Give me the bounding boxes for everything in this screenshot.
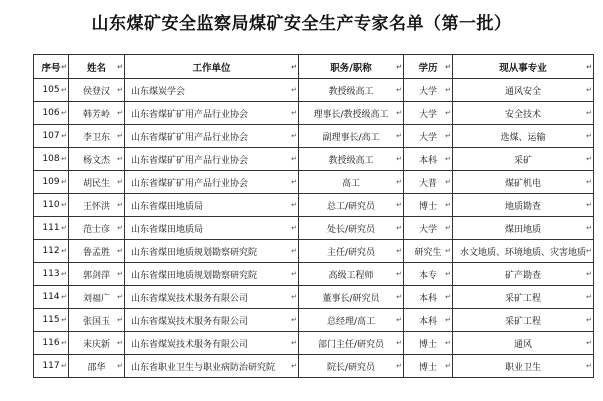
- cell-field: 通风安全 ↵: [453, 79, 594, 102]
- paragraph-mark-icon: ↵: [445, 155, 451, 163]
- paragraph-mark-icon: ↵: [586, 86, 592, 94]
- paragraph-mark-icon: ↵: [291, 224, 297, 232]
- cell-education: 博士 ↵: [404, 194, 453, 217]
- cell-unit: 山东省煤矿矿用产品行业协会 ↵: [125, 125, 299, 148]
- cell-title: 教授级高工 ↵: [299, 148, 404, 171]
- cell-title: 高工 ↵: [299, 171, 404, 194]
- paragraph-mark-icon: ↵: [396, 316, 402, 324]
- paragraph-mark-icon: ↵: [61, 224, 67, 232]
- paragraph-mark-icon: ↵: [291, 109, 297, 117]
- cell-education: 博士 ↵: [404, 332, 453, 355]
- paragraph-mark-icon: ↵: [445, 270, 451, 278]
- paragraph-mark-icon: ↵: [61, 201, 67, 209]
- cell-no: 108 ↵: [34, 148, 69, 171]
- paragraph-mark-icon: ↵: [445, 201, 451, 209]
- cell-name: 张国玉 ↵: [69, 309, 125, 332]
- paragraph-mark-icon: ↵: [291, 293, 297, 301]
- cell-no: 110 ↵: [34, 194, 69, 217]
- cell-title: 部门主任/研究员 ↵: [299, 332, 404, 355]
- paragraph-mark-icon: ↵: [586, 362, 592, 370]
- cell-field: 水文地质、环境地质、灾害地质 ↵: [453, 240, 594, 263]
- table-row: [34, 332, 594, 355]
- paragraph-mark-icon: ↵: [586, 270, 592, 278]
- cell-title: 教授级高工 ↵: [299, 79, 404, 102]
- paragraph-mark-icon: ↵: [117, 316, 123, 324]
- paragraph-mark-icon: ↵: [117, 247, 123, 255]
- paragraph-mark-icon: ↵: [61, 178, 67, 186]
- paragraph-mark-icon: ↵: [291, 201, 297, 209]
- cell-unit: 山东省煤田地质局 ↵: [125, 194, 299, 217]
- paragraph-mark-icon: ↵: [291, 270, 297, 278]
- cell-education: 本科 ↵: [404, 309, 453, 332]
- paragraph-mark-icon: ↵: [445, 86, 451, 94]
- paragraph-mark-icon: ↵: [396, 293, 402, 301]
- cell-title: 高级工程师 ↵: [299, 263, 404, 286]
- cell-unit: 山东煤炭学会 ↵: [125, 79, 299, 102]
- cell-name: 韩芳岭 ↵: [69, 102, 125, 125]
- paragraph-mark-icon: ↵: [396, 270, 402, 278]
- table-row: [34, 171, 594, 194]
- cell-name: 杨文杰 ↵: [69, 148, 125, 171]
- table-row: [34, 240, 594, 263]
- cell-name: 刘福广 ↵: [69, 286, 125, 309]
- table-row: [34, 286, 594, 309]
- paragraph-mark-icon: ↵: [396, 178, 402, 186]
- cell-no: 106 ↵: [34, 102, 69, 125]
- cell-education: 大学 ↵: [404, 102, 453, 125]
- table-row: [34, 79, 594, 102]
- table-row: [34, 217, 594, 240]
- cell-unit: 山东省煤炭技术服务有限公司 ↵: [125, 332, 299, 355]
- cell-title: 董事长/研究员 ↵: [299, 286, 404, 309]
- table-row: [34, 309, 594, 332]
- cell-title: 院长/研究员 ↵: [299, 355, 404, 378]
- table-row: [34, 125, 594, 148]
- paragraph-mark-icon: ↵: [586, 293, 592, 301]
- cell-field: 采矿工程 ↵: [453, 286, 594, 309]
- cell-education: 大学 ↵: [404, 217, 453, 240]
- cell-field: 煤矿机电 ↵: [453, 171, 594, 194]
- cell-name: 郭剑萍 ↵: [69, 263, 125, 286]
- paragraph-mark-icon: ↵: [586, 109, 592, 117]
- table-row: [34, 263, 594, 286]
- cell-unit: 山东省煤田地质规划勘察研究院 ↵: [125, 263, 299, 286]
- paragraph-mark-icon: ↵: [291, 316, 297, 324]
- cell-title: 处长/研究员 ↵: [299, 217, 404, 240]
- paragraph-mark-icon: ↵: [61, 293, 67, 301]
- paragraph-mark-icon: ↵: [586, 155, 592, 163]
- header-education: 学历 ↵: [404, 55, 453, 79]
- cell-unit: 山东省煤田地质规划勘察研究院 ↵: [125, 240, 299, 263]
- paragraph-mark-icon: ↵: [445, 316, 451, 324]
- header-field: 现从事专业 ↵: [453, 55, 594, 79]
- paragraph-mark-icon: ↵: [291, 339, 297, 347]
- cell-title: 总工/研究员 ↵: [299, 194, 404, 217]
- paragraph-mark-icon: ↵: [586, 247, 592, 255]
- paragraph-mark-icon: ↵: [61, 109, 67, 117]
- paragraph-mark-icon: ↵: [117, 86, 123, 94]
- cell-name: 李卫东 ↵: [69, 125, 125, 148]
- cell-name: 耒庆新 ↵: [69, 332, 125, 355]
- expert-table: [33, 54, 594, 378]
- table-row: [34, 194, 594, 217]
- cell-title: 副理事长/高工 ↵: [299, 125, 404, 148]
- cell-name: 侯登汉 ↵: [69, 79, 125, 102]
- header-title: 职务/职称 ↵: [299, 55, 404, 79]
- cell-education: 博士 ↵: [404, 355, 453, 378]
- cell-title: 主任/研究员 ↵: [299, 240, 404, 263]
- cell-field: 矿产勘查 ↵: [453, 263, 594, 286]
- paragraph-mark-icon: ↵: [61, 339, 67, 347]
- paragraph-mark-icon: ↵: [117, 224, 123, 232]
- paragraph-mark-icon: ↵: [396, 362, 402, 370]
- header-unit: 工作单位 ↵: [125, 55, 299, 79]
- cell-field: 煤田地质 ↵: [453, 217, 594, 240]
- cell-no: 117 ↵: [34, 355, 69, 378]
- paragraph-mark-icon: ↵: [586, 201, 592, 209]
- paragraph-mark-icon: ↵: [61, 270, 67, 278]
- paragraph-mark-icon: ↵: [396, 201, 402, 209]
- paragraph-mark-icon: ↵: [117, 132, 123, 140]
- cell-unit: 山东省煤炭技术服务有限公司 ↵: [125, 309, 299, 332]
- paragraph-mark-icon: ↵: [117, 293, 123, 301]
- cell-education: 本科 ↵: [404, 286, 453, 309]
- paragraph-mark-icon: ↵: [117, 362, 123, 370]
- cell-name: 鲁孟胜 ↵: [69, 240, 125, 263]
- paragraph-mark-icon: ↵: [586, 316, 592, 324]
- paragraph-mark-icon: ↵: [396, 109, 402, 117]
- cell-unit: 山东省煤矿矿用产品行业协会 ↵: [125, 171, 299, 194]
- paragraph-mark-icon: ↵: [117, 201, 123, 209]
- page-title: 山东煤矿安全监察局煤矿安全生产专家名单（第一批）: [91, 14, 512, 34]
- paragraph-mark-icon: ↵: [61, 86, 67, 94]
- cell-no: 111 ↵: [34, 217, 69, 240]
- cell-no: 105 ↵: [34, 79, 69, 102]
- table-row: [34, 102, 594, 125]
- paragraph-mark-icon: ↵: [291, 178, 297, 186]
- cell-unit: 山东省职业卫生与职业病防治研究院 ↵: [125, 355, 299, 378]
- paragraph-mark-icon: ↵: [586, 339, 592, 347]
- cell-field: 通风 ↵: [453, 332, 594, 355]
- cell-unit: 山东省煤田地质局 ↵: [125, 217, 299, 240]
- paragraph-mark-icon: ↵: [445, 247, 451, 255]
- paragraph-mark-icon: ↵: [61, 362, 67, 370]
- cell-field: 安全技术 ↵: [453, 102, 594, 125]
- cell-education: 本专 ↵: [404, 263, 453, 286]
- paragraph-mark-icon: ↵: [445, 109, 451, 117]
- paragraph-mark-icon: ↵: [445, 339, 451, 347]
- paragraph-mark-icon: ↵: [117, 339, 123, 347]
- cell-no: 112 ↵: [34, 240, 69, 263]
- cell-title: 总经理/高工 ↵: [299, 309, 404, 332]
- paragraph-mark-icon: ↵: [396, 86, 402, 94]
- cell-unit: 山东省煤炭技术服务有限公司 ↵: [125, 286, 299, 309]
- cell-name: 邵华 ↵: [69, 355, 125, 378]
- cell-name: 胡民生 ↵: [69, 171, 125, 194]
- paragraph-mark-icon: ↵: [586, 178, 592, 186]
- header-no: 序号 ↵: [34, 55, 69, 79]
- paragraph-mark-icon: ↵: [117, 155, 123, 163]
- paragraph-mark-icon: ↵: [396, 155, 402, 163]
- paragraph-mark-icon: ↵: [117, 178, 123, 186]
- paragraph-mark-icon: ↵: [396, 132, 402, 140]
- cell-no: 116 ↵: [34, 332, 69, 355]
- cell-unit: 山东省煤矿矿用产品行业协会 ↵: [125, 148, 299, 171]
- paragraph-mark-icon: ↵: [586, 224, 592, 232]
- cell-education: 大普 ↵: [404, 171, 453, 194]
- cell-unit: 山东省煤矿矿用产品行业协会 ↵: [125, 102, 299, 125]
- paragraph-mark-icon: ↵: [291, 86, 297, 94]
- table-row: [34, 148, 594, 171]
- cell-education: 大学 ↵: [404, 125, 453, 148]
- paragraph-mark-icon: ↵: [291, 247, 297, 255]
- paragraph-mark-icon: ↵: [445, 178, 451, 186]
- paragraph-mark-icon: ↵: [396, 224, 402, 232]
- cell-name: 王怀洪 ↵: [69, 194, 125, 217]
- table-row: [34, 355, 594, 378]
- cell-field: 地质勘查 ↵: [453, 194, 594, 217]
- cell-education: 大学 ↵: [404, 79, 453, 102]
- cell-no: 109 ↵: [34, 171, 69, 194]
- header-row: [34, 55, 594, 79]
- cell-education: 研究生 ↵: [404, 240, 453, 263]
- paragraph-mark-icon: ↵: [291, 155, 297, 163]
- paragraph-mark-icon: ↵: [61, 316, 67, 324]
- cell-field: 采矿工程 ↵: [453, 309, 594, 332]
- paragraph-mark-icon: ↵: [117, 270, 123, 278]
- cell-field: 职业卫生 ↵: [453, 355, 594, 378]
- header-name: 姓名 ↵: [69, 55, 125, 79]
- paragraph-mark-icon: ↵: [586, 132, 592, 140]
- paragraph-mark-icon: ↵: [396, 339, 402, 347]
- paragraph-mark-icon: ↵: [61, 247, 67, 255]
- paragraph-mark-icon: ↵: [117, 109, 123, 117]
- paragraph-mark-icon: ↵: [291, 362, 297, 370]
- cell-no: 113 ↵: [34, 263, 69, 286]
- paragraph-mark-icon: ↵: [445, 293, 451, 301]
- paragraph-mark-icon: ↵: [445, 224, 451, 232]
- cell-title: 理事长/教授级高工 ↵: [299, 102, 404, 125]
- cell-no: 114 ↵: [34, 286, 69, 309]
- cell-name: 范士彦 ↵: [69, 217, 125, 240]
- cell-no: 115 ↵: [34, 309, 69, 332]
- paragraph-mark-icon: ↵: [291, 132, 297, 140]
- cell-no: 107 ↵: [34, 125, 69, 148]
- paragraph-mark-icon: ↵: [396, 247, 402, 255]
- paragraph-mark-icon: ↵: [61, 155, 67, 163]
- paragraph-mark-icon: ↵: [61, 132, 67, 140]
- paragraph-mark-icon: ↵: [445, 132, 451, 140]
- paragraph-mark-icon: ↵: [445, 362, 451, 370]
- cell-field: 选煤、运输 ↵: [453, 125, 594, 148]
- cell-field: 采矿 ↵: [453, 148, 594, 171]
- cell-education: 本科 ↵: [404, 148, 453, 171]
